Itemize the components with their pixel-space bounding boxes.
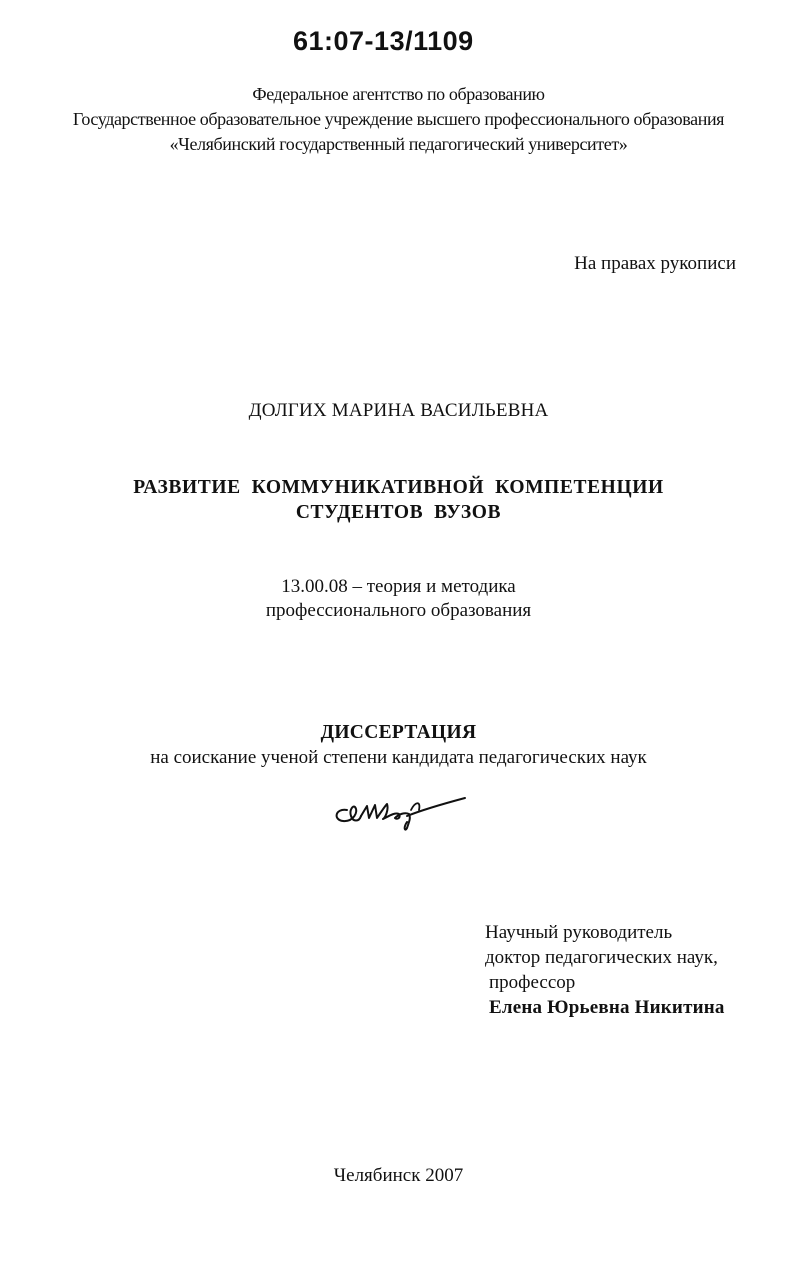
supervisor-degree: доктор педагогических наук, — [485, 947, 718, 968]
signature-stroke-2 — [361, 804, 410, 830]
author-signature — [325, 788, 475, 833]
specialty-line-2: профессионального образования — [265, 600, 532, 621]
signature-stroke-3 — [407, 798, 465, 816]
specialty-line-1: 13.00.08 – теория и методика — [281, 576, 516, 597]
supervisor-block — [485, 920, 725, 1020]
title-line-2: СТУДЕНТОВ ВУЗОВ — [295, 502, 502, 523]
degree-statement: на соискание ученой степени кандидата педагогических наук — [150, 747, 647, 768]
agency-name: Федеральное агентство по образованию — [252, 84, 545, 104]
institution-block — [0, 82, 797, 157]
signature-stroke-1 — [337, 807, 361, 822]
city-year: Челябинск 2007 — [333, 1165, 464, 1186]
supervisor-role: Научный руководитель — [485, 922, 673, 943]
supervisor-name: Елена Юрьевна Никитина — [489, 997, 725, 1018]
establishment-name: Государственное образовательное учреждение высшего профессионального образования — [72, 109, 725, 129]
supervisor-rank: профессор — [489, 972, 576, 993]
signature-stroke-4 — [411, 803, 419, 810]
title-line-1: РАЗВИТИЕ КОММУНИКАТИВНОЙ КОМПЕТЕНЦИИ — [133, 477, 664, 498]
dissertation-title — [0, 475, 797, 525]
archive-code: 61:07-13/1109 — [293, 26, 474, 56]
manuscript-note: На правах рукописи — [574, 253, 736, 274]
university-name: «Челябинский государственный педагогический университет» — [169, 134, 628, 154]
author-name: ДОЛГИХ МАРИНА ВАСИЛЬЕВНА — [248, 400, 549, 421]
specialty-block — [0, 575, 797, 623]
document-type: ДИССЕРТАЦИЯ — [320, 722, 477, 743]
